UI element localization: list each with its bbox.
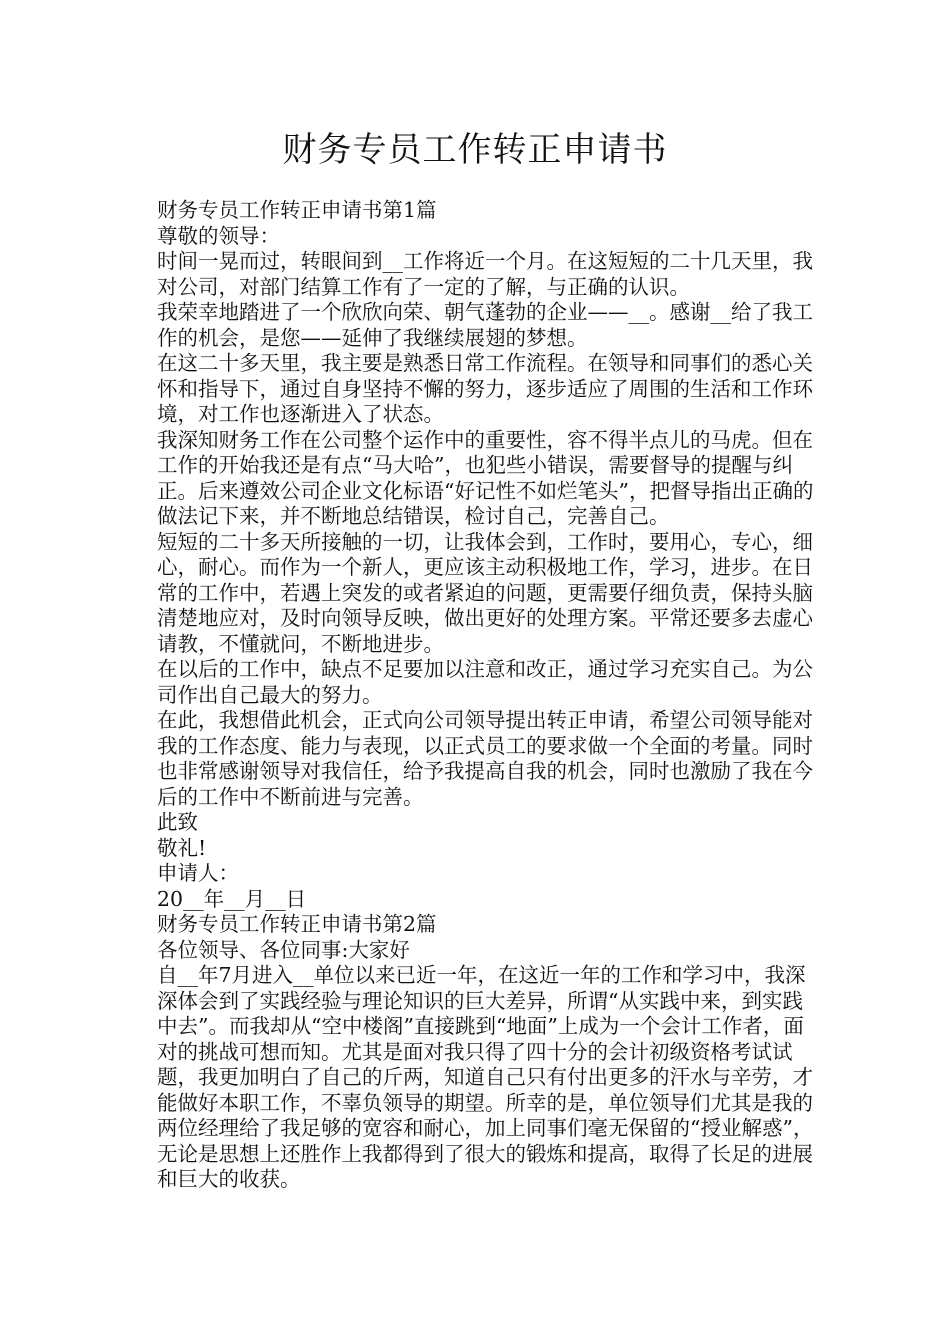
greeting: 各位领导、各位同事:大家好 — [157, 937, 410, 962]
body-paragraph: 我荣幸地踏进了一个欣欣向荣、朝气蓬勃的企业——__。感谢__给了我工作的机会，是您——延伸了我继续展翅的梦想。 — [157, 300, 813, 350]
salutation: 尊敬的领导： — [157, 223, 280, 248]
body-paragraph: 时间一晃而过，转眼间到__工作将近一个月。在这短短的二十几天里，我对公司，对部门结算工作有了一定的了解，与正确的认识。 — [157, 249, 813, 299]
section-heading-1: 财务专员工作转正申请书第1篇 — [157, 198, 437, 222]
body-paragraph: 我深知财务工作在公司整个运作中的重要性，容不得半点儿的马虎。但在工作的开始我还是有点“马大哈”，也犯些小错误，需要督导的提醒与纠正。后来遵效公司企业文化标语“好记性不如烂笔头”，把督导指出正确的做法记下来，并不断地总结错误，检讨自己，完善自己。 — [157, 427, 814, 528]
body-paragraph: 在这二十多天里，我主要是熟悉日常工作流程。在领导和同事们的悉心关怀和指导下，通过自身坚持不懈的努力，逐步适应了周围的生活和工作环境，对工作也逐渐进入了状态。 — [157, 351, 813, 426]
body-paragraph: 短短的二十多天所接触的一切，让我体会到，工作时，要用心，专心，细心，耐心。而作为一个新人，更应该主动积极地工作，学习，进步。在日常的工作中，若遇上突发的或者紧迫的问题，更需要仔细负责，保持头脑清楚地应对，及时向领导反映，做出更好的处理方案。平常还要多去虚心请教，不懂就问，不断地进步。 — [157, 529, 813, 656]
closing-line: 此致 — [157, 810, 198, 834]
body-paragraph: 自__年7月进入__单位以来已近一年，在这近一年的工作和学习中，我深深体会到了实践经验与理论知识的巨大差异，所谓“从实践中来，到实践中去”。而我却从“空中楼阁”直接跳到“地面”上成为一个会计工作者，面对的挑战可想而知。尤其是面对我只得了四十分的会计初级资格考试试题，我更加明白了自己的斤两，知道自己只有付出更多的汗水与辛劳，才能做好本职工作，不辜负领导的期望。所幸的是，单位领导们尤其是我的两位经理给了我足够的宽容和耐心，加上同事们毫无保留的“授业解惑”，无论是思想上还胜作上我都得到了很大的锻炼和提高，取得了长足的进展和巨大的收获。 — [157, 963, 814, 1191]
section-heading-2: 财务专员工作转正申请书第2篇 — [157, 912, 437, 936]
body-paragraph: 在以后的工作中，缺点不足要加以注意和改正，通过学习充实自己。为公司作出自己最大的努力。 — [157, 657, 813, 707]
applicant-label: 申请人： — [157, 861, 239, 885]
document-title: 财务专员工作转正申请书 — [282, 130, 668, 170]
body-paragraph: 在此，我想借此机会，正式向公司领导提出转正申请，希望公司领导能对我的工作态度、能力与表现，以正式员工的要求做一个全面的考量。同时也非常感谢领导对我信任，给予我提高自我的机会，同时也激励了我在今后的工作中不断前进与完善。 — [157, 708, 813, 809]
closing-salute: 敬礼! — [157, 835, 207, 860]
date-line: 20__年__月__日 — [157, 886, 307, 911]
document-body — [145, 198, 815, 1193]
